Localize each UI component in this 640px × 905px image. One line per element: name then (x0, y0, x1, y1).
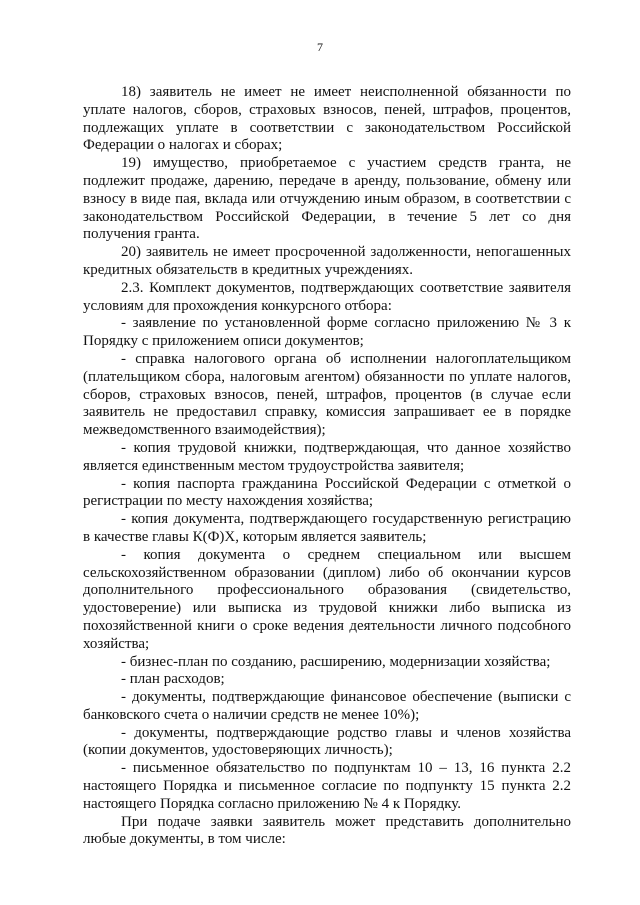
paragraph-additional-documents: При подаче заявки заявитель может представить дополнительно любые документы, в том числе: (83, 813, 571, 848)
list-item: - копия документа о среднем специальном или высшем сельскохозяйственном образовании (диплом) либо об окончании курсов дополнительного профессионального образования (свидетельство, удостоверение) или выписка из трудовой книжки либо выписка из похозяйственной книги о сроке ведения деятельности личного подсобного хозяйства; (83, 546, 571, 652)
list-item: - копия паспорта гражданина Российской Федерации с отметкой о регистрации по месту нахождения хозяйства; (83, 475, 571, 510)
paragraph-item-19: 19) имущество, приобретаемое с участием средств гранта, не подлежит продаже, дарению, передаче в аренду, пользование, обмену или взносу в виде пая, вклада или отчуждению иным образом, в соответствии с законодательством Российской Федерации, в течение 5 лет со дня получения гранта. (83, 155, 571, 243)
list-item: - справка налогового органа об исполнении налогоплательщиком (плательщиком сбора, налоговым агентом) обязанности по уплате налогов, сборов, страховых взносов, пеней, штрафов, процентов (в случае если заявитель не предоставил справку, комиссия запрашивает ее в порядке межведомственного взаимодействия); (83, 350, 571, 439)
paragraph-section-2-3: 2.3. Комплект документов, подтверждающих соответствие заявителя условиям для прохождения конкурсного отбора: (83, 279, 571, 314)
list-item: - письменное обязательство по подпунктам 10 – 13, 16 пункта 2.2 настоящего Порядка и письменное согласие по подпункту 15 пункта 2.2 настоящего Порядка согласно приложению № 4 к Порядку. (83, 760, 571, 812)
list-item: - заявление по установленной форме согласно приложению № 3 к Порядку с приложением описи документов; (83, 315, 571, 350)
list-item: - документы, подтверждающие финансовое обеспечение (выписки с банковского счета о наличии средств не менее 10%); (83, 689, 571, 723)
list-item: - копия документа, подтверждающего государственную регистрацию в качестве главы К(Ф)Х, которым является заявитель; (83, 511, 571, 545)
list-item: - копия трудовой книжки, подтверждающая, что данное хозяйство является единственным местом трудоустройства заявителя; (83, 439, 571, 474)
list-item: - бизнес-план по созданию, расширению, модернизации хозяйства; (121, 653, 551, 670)
paragraph-item-20: 20) заявитель не имеет просроченной задолженности, непогашенных кредитных обязательств в кредитных учреждениях. (83, 244, 571, 278)
page-number: 7 (317, 40, 323, 54)
document-body (83, 84, 571, 849)
paragraph-item-18: 18) заявитель не имеет не имеет неисполненной обязанности по уплате налогов, сборов, страховых взносов, пеней, штрафов, процентов, подлежащих уплате в соответствии с законодательством Российской Федерации о налогах и сборах; (83, 84, 571, 154)
list-item: - план расходов; (121, 671, 225, 688)
list-item: - документы, подтверждающие родство главы и членов хозяйства (копии документов, удостоверяющих личность); (83, 724, 571, 759)
